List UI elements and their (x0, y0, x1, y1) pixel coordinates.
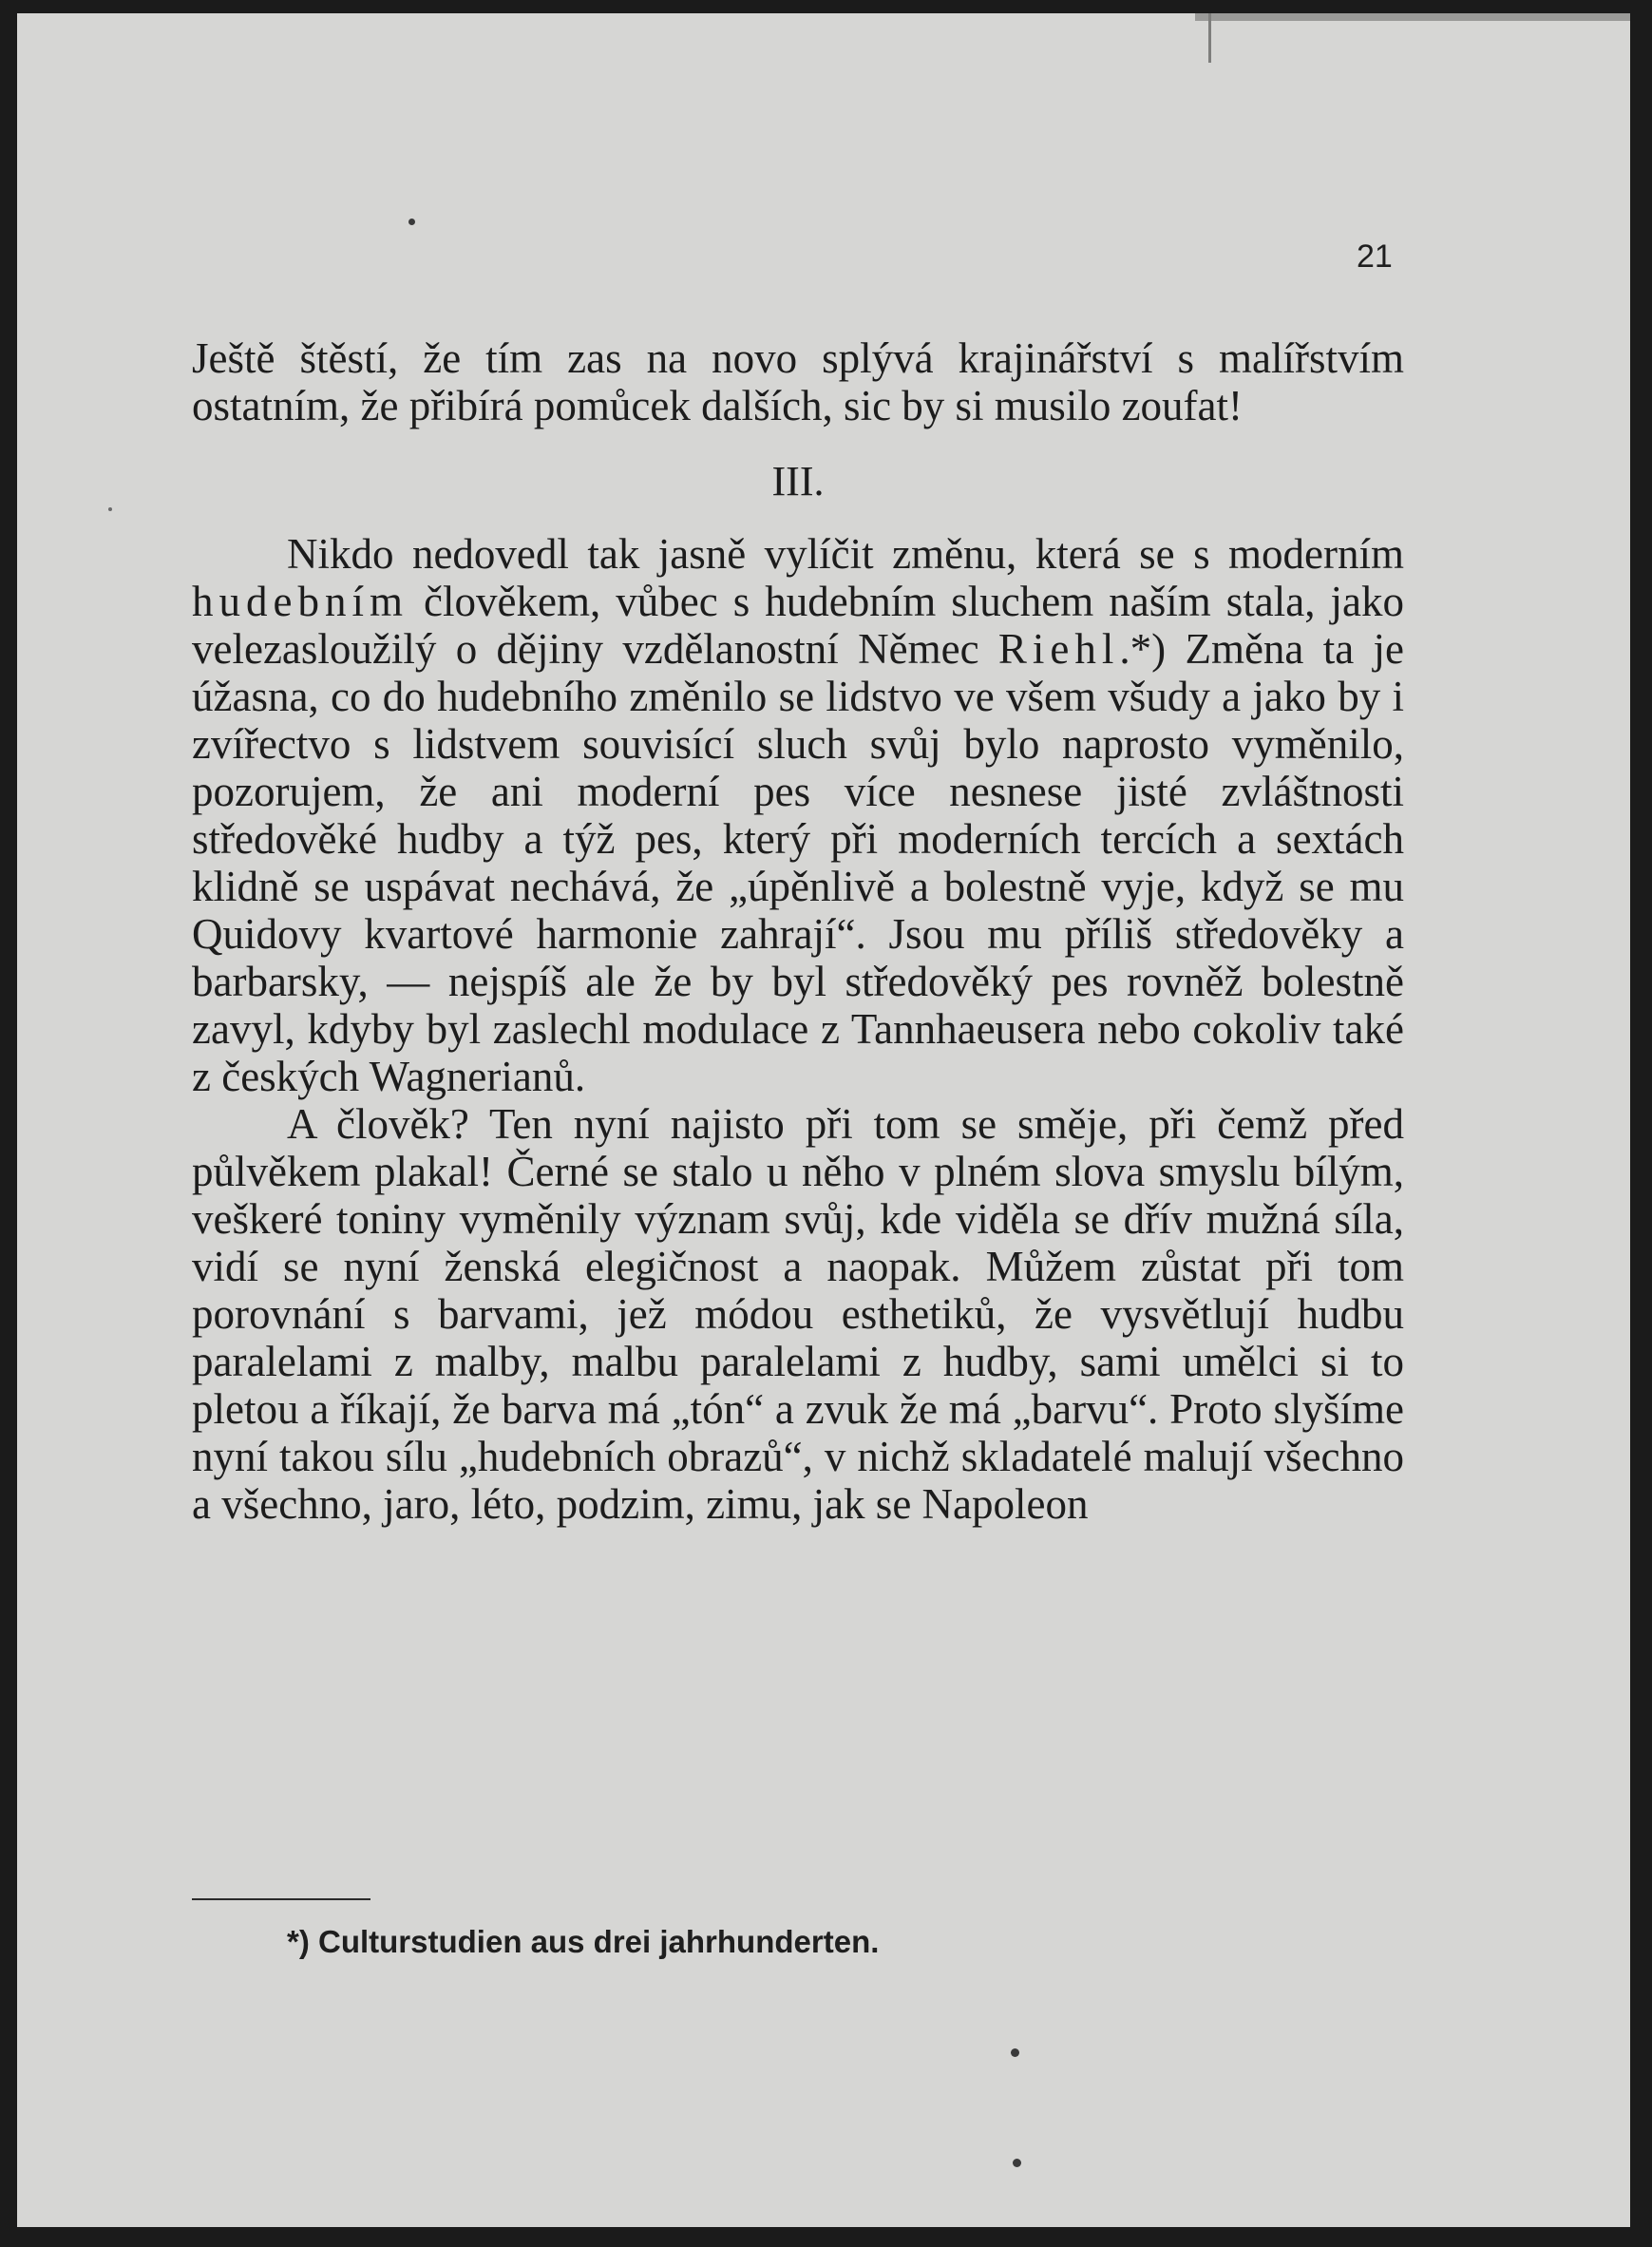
speck-mark (1013, 2159, 1021, 2167)
footnote-rule (192, 1898, 370, 1900)
body-text (192, 334, 1404, 1528)
speck-mark (108, 507, 112, 511)
paragraph-2-part1: Nikdo nedovedl tak jasně vylíčit změnu, která se s moderním (287, 530, 1404, 578)
book-page (17, 13, 1630, 2227)
paragraph-2 (192, 530, 1404, 1100)
speck-mark (408, 219, 415, 225)
paragraph-1: Ještě štěstí, že tím zas na novo splývá krajinářství s malířstvím ostatním, že přibírá pomůcek dalších, sic by si musilo zoufat! (192, 334, 1404, 429)
paragraph-2-part2: člověkem, vůbec s hudebním sluchem naším stala, jako velezasloužilý o dějiny vzdělanostní Němec (192, 578, 1404, 673)
scan-mark (1208, 13, 1211, 63)
section-heading: III. (771, 458, 825, 505)
emphasis-riehl: Riehl (997, 625, 1120, 673)
emphasis-hudebnim: hudebním (192, 578, 408, 625)
paragraph-3: A člověk? Ten nyní najisto při tom se směje, při čemž před půlvěkem plakal! Černé se stalo u něho v plném slova smyslu bílým, veškeré toniny vyměnily význam svůj, kde viděla se dřív mužná síla, vidí se nyní ženská elegičnost a naopak. Můžem zůstat při tom porovnání s barvami, jež módou esthetiků, že vysvětlují hudbu paralelami z malby, malbu paralelami z hudby, sami umělci si to pletou a říkají, že barva má „tón“ a zvuk že má „barvu“. Proto slyšíme nyní takou sílu „hudebních obrazů“, v nichž skladatelé malují všechno a všechno, jaro, léto, podzim, zimu, jak se Napoleon (192, 1100, 1404, 1528)
speck-mark (1011, 2048, 1019, 2057)
paragraph-2-part3: .*) Změna ta je úžasna, co do hudebního změnilo se lidstvo ve všem všudy a jako by i zvířectvo s lidstvem souvisící sluch svůj bylo naprosto vyměnilo, pozorujem, že ani moderní pes více nesnese jisté zvláštnosti středověké hudby a týž pes, který při moderních tercích a sextách klidně se uspávat nechává, že „úpěnlivě a bolestně vyje, když se mu Quidovy kvartové harmonie zahrají“. Jsou mu příliš středověky a barbarsky, — nejspíš ale že by byl středověký pes rovněž bolestně zavyl, kdyby byl zaslechl modulace z Tannhaeusera nebo cokoliv také z českých Wagnerianů. (192, 625, 1405, 1100)
page-number: 21 (1357, 238, 1393, 275)
scan-edge (1195, 13, 1630, 21)
footnote: *) Culturstudien aus drei jahrhunderten. (287, 1924, 880, 1959)
